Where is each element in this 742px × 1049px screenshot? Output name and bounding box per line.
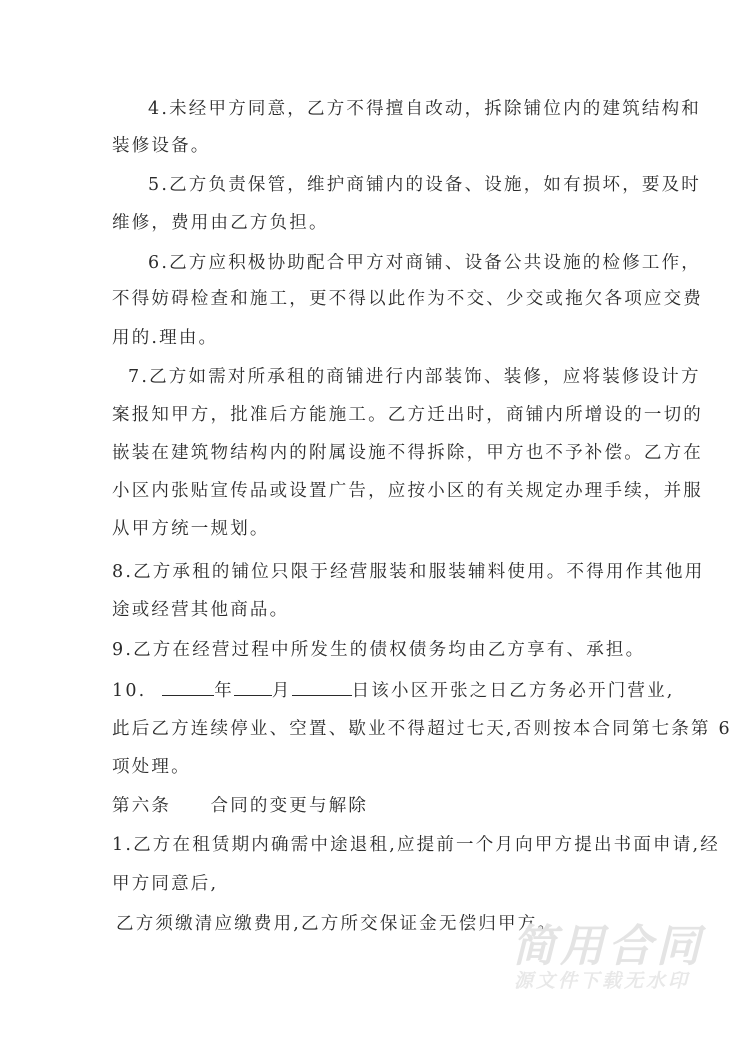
item-10-line: [112, 679, 675, 702]
month-blank: [234, 679, 272, 696]
text-line: 此后乙方连续停业、空置、歇业不得超过七天,否则按本合同第七条第 6: [112, 719, 732, 739]
item-10-rest: 日该小区开张之日乙方务必开门营业,: [351, 681, 675, 701]
text-line: 甲方同意后,: [112, 874, 219, 894]
year-blank: [162, 679, 214, 696]
text-line: 不得妨碍检查和施工，更不得以此作为不交、少交或拖欠各项应交费: [112, 289, 703, 309]
watermark-title: 简用合同: [512, 921, 704, 972]
text-line: 途或经营其他商品。: [112, 600, 290, 620]
text-line: 用的.理由。: [112, 328, 219, 348]
watermark-subtitle: 源文件下载无水印: [514, 970, 691, 992]
text-line: 小区内张贴宣传品或设置广告，应按小区的有关规定办理手续，并服: [112, 481, 703, 501]
text-line: 乙方须缴清应缴费用,乙方所交保证金无偿归甲方。: [116, 914, 558, 934]
text-line: 5.乙方负责保管，维护商铺内的设备、设施，如有损坏，要及时: [148, 175, 701, 195]
text-line: 第六条 合同的变更与解除: [112, 796, 369, 816]
text-line: 装修设备。: [112, 136, 211, 156]
text-line: 1.乙方在租赁期内确需中途退租,应提前一个月向甲方提出书面申请,经: [112, 835, 720, 855]
text-line: 维修，费用由乙方负担。: [112, 213, 329, 233]
item-10-number: 10.: [112, 681, 147, 701]
text-line: 6.乙方应积极协助配合甲方对商铺、设备公共设施的检修工作，: [148, 253, 701, 273]
text-line: 9.乙方在经营过程中所发生的债权债务均由乙方享有、承担。: [112, 640, 646, 660]
text-line: 7.乙方如需对所承租的商铺进行内部装饰、装修，应将装修设计方: [128, 367, 701, 387]
text-line: 案报知甲方，批准后方能施工。乙方迁出时，商铺内所增设的一切的: [112, 405, 703, 425]
text-line: 从甲方统一规划。: [112, 519, 270, 539]
text-line: 4.未经甲方同意，乙方不得擅自改动，拆除铺位内的建筑结构和: [148, 99, 701, 119]
text-line: 嵌装在建筑物结构内的附属设施不得拆除，甲方也不予补偿。乙方在: [112, 443, 703, 463]
text-line: 8.乙方承租的铺位只限于经营服装和服装辅料使用。不得用作其他用: [112, 562, 705, 582]
month-label: 月: [271, 681, 292, 701]
day-blank: [292, 679, 352, 696]
year-label: 年: [214, 681, 234, 701]
text-line: 项处理。: [112, 757, 191, 777]
